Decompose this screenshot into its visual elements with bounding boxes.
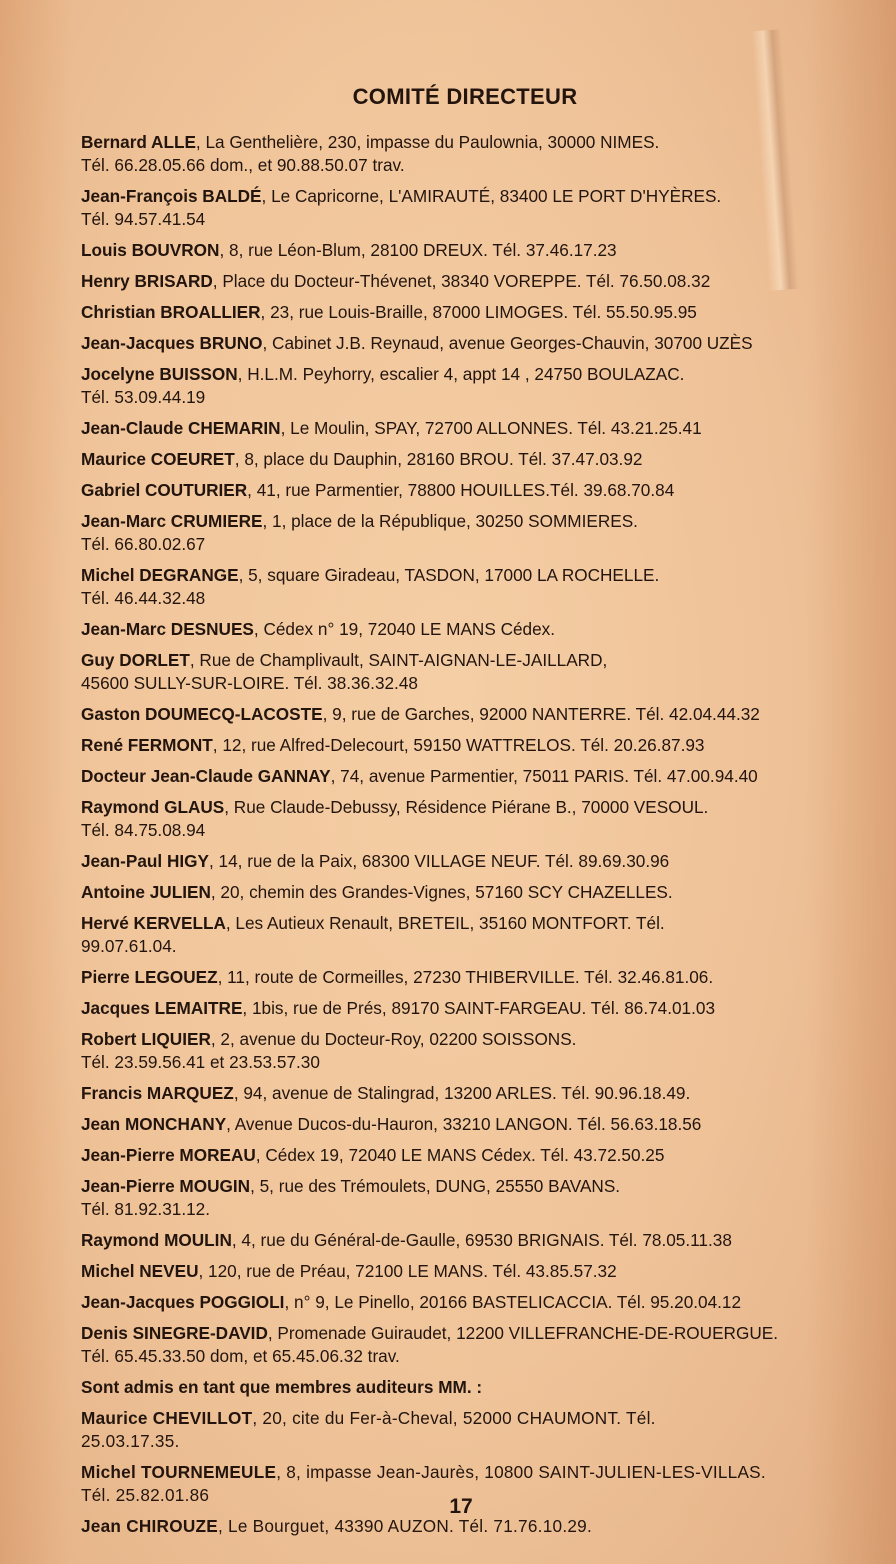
member-address: , Le Moulin, SPAY, 72700 ALLONNES. Tél. 43.21.25.41: [280, 418, 702, 438]
entry-line: [81, 703, 861, 726]
member-name: Louis BOUVRON: [81, 240, 220, 260]
member-entry: [81, 796, 861, 842]
entry-line: [81, 564, 861, 587]
entry-line: [81, 796, 861, 819]
member-name: Pierre LEGOUEZ: [81, 967, 218, 987]
member-address: , 8, rue Léon-Blum, 28100 DREUX. Tél. 37.46.17.23: [219, 240, 617, 260]
member-address: , Les Autieux Renault, BRETEIL, 35160 MONTFORT. Tél.: [225, 913, 665, 933]
member-entry: [81, 239, 861, 262]
member-phone: 99.07.61.04.: [81, 936, 177, 956]
entry-line: [81, 850, 861, 873]
member-name: Jacques LEMAITRE: [81, 998, 243, 1018]
member-address: , 41, rue Parmentier, 78800 HOUILLES.Tél. 39.68.70.84: [247, 480, 675, 500]
member-entry: [81, 417, 861, 440]
member-address: , 94, avenue de Stalingrad, 13200 ARLES. Tél. 90.96.18.49.: [233, 1083, 691, 1103]
member-name: Antoine JULIEN: [81, 882, 211, 902]
entry-line: [81, 301, 861, 324]
entry-line: [81, 1407, 861, 1430]
member-name: Jean-François BALDÉ: [81, 186, 262, 206]
member-entry: [81, 448, 861, 471]
member-entry: [81, 1407, 861, 1453]
member-address: , 20, cite du Fer-à-Cheval, 52000 CHAUMONT. Tél.: [252, 1408, 656, 1428]
member-entry: [81, 1229, 861, 1252]
entry-line: [81, 618, 861, 641]
member-name: Raymond MOULIN: [81, 1230, 232, 1250]
member-entry: [81, 997, 861, 1020]
entry-line: [81, 479, 861, 502]
member-address: , 120, rue de Préau, 72100 LE MANS. Tél. 43.85.57.32: [198, 1261, 617, 1281]
member-address: , 11, route de Cormeilles, 27230 THIBERVILLE. Tél. 32.46.81.06.: [217, 967, 714, 987]
member-address: , 74, avenue Parmentier, 75011 PARIS. Tél. 47.00.94.40: [330, 766, 758, 786]
entry-line: [81, 1175, 861, 1198]
member-name: Bernard ALLE: [81, 132, 196, 152]
entry-line: [81, 270, 861, 293]
member-name: Robert LIQUIER: [81, 1029, 211, 1049]
member-name: Jean-Claude CHEMARIN: [81, 418, 281, 438]
member-address: , 14, rue de la Paix, 68300 VILLAGE NEUF. Tél. 89.69.30.96: [209, 851, 670, 871]
member-name: Jean-Marc CRUMIERE: [81, 511, 263, 531]
member-phone: Tél. 84.75.08.94: [81, 820, 206, 840]
entry-line: [81, 1461, 861, 1484]
entry-line: [81, 881, 861, 904]
entry-line: [81, 239, 861, 262]
entry-line: [81, 131, 861, 154]
member-name: Jean-Marc DESNUES: [81, 619, 254, 639]
member-address: , Rue Claude-Debussy, Résidence Piérane B., 70000 VESOUL.: [224, 797, 709, 817]
member-address: , La Genthelière, 230, impasse du Paulownia, 30000 NIMES.: [195, 132, 660, 152]
member-address: , Promenade Guiraudet, 12200 VILLEFRANCHE-DE-ROUERGUE.: [267, 1323, 778, 1343]
member-phone: Tél. 53.09.44.19: [81, 387, 206, 407]
member-entry: [81, 1028, 861, 1074]
entry-line: [81, 1028, 861, 1051]
member-entry: [81, 881, 861, 904]
member-entry: [81, 618, 861, 641]
member-name: Raymond GLAUS: [81, 797, 225, 817]
member-name: Michel NEVEU: [81, 1261, 199, 1281]
member-entry: [81, 1082, 861, 1105]
member-name: Jean CHIROUZE: [81, 1516, 218, 1536]
member-address: , 1bis, rue de Prés, 89170 SAINT-FARGEAU. Tél. 86.74.01.03: [242, 998, 716, 1018]
member-address: , Le Capricorne, L'AMIRAUTÉ, 83400 LE PORT D'HYÈRES.: [261, 186, 722, 206]
member-entry: [81, 912, 861, 958]
member-name: Jean-Pierre MOREAU: [81, 1145, 256, 1165]
member-entry: [81, 1175, 861, 1221]
member-address: , Cabinet J.B. Reynaud, avenue Georges-Chauvin, 30700 UZÈS: [262, 333, 753, 353]
member-entry: [81, 131, 861, 177]
member-phone: Tél. 94.57.41.54: [81, 209, 206, 229]
member-entry: [81, 649, 861, 695]
member-address: , 9, rue de Garches, 92000 NANTERRE. Tél. 42.04.44.32: [322, 704, 760, 724]
member-entry: [81, 1322, 861, 1368]
member-address: , 2, avenue du Docteur-Roy, 02200 SOISSONS.: [210, 1029, 577, 1049]
member-phone: Tél. 66.28.05.66 dom., et 90.88.50.07 trav.: [81, 155, 405, 175]
member-name: Christian BROALLIER: [81, 302, 261, 322]
entry-line: [81, 1082, 861, 1105]
member-entry: [81, 270, 861, 293]
member-address: , Cédex n° 19, 72040 LE MANS Cédex.: [253, 619, 556, 639]
member-address: , H.L.M. Peyhorry, escalier 4, appt 14 , 24750 BOULAZAC.: [237, 364, 685, 384]
entry-line: [81, 765, 861, 788]
member-phone: Tél. 65.45.33.50 dom, et 65.45.06.32 trav.: [81, 1346, 400, 1366]
member-address: , Le Bourguet, 43390 AUZON. Tél. 71.76.10.29.: [217, 1516, 592, 1536]
member-entry: [81, 510, 861, 556]
member-entry: [81, 1113, 861, 1136]
member-address: , 12, rue Alfred-Delecourt, 59150 WATTRELOS. Tél. 20.26.87.93: [212, 735, 705, 755]
member-entry: [81, 1260, 861, 1283]
member-phone: Tél. 25.82.01.86: [81, 1485, 210, 1505]
member-entry: [81, 479, 861, 502]
member-address: , Avenue Ducos-du-Hauron, 33210 LANGON. Tél. 56.63.18.56: [226, 1114, 702, 1134]
page-title: COMITÉ DIRECTEUR: [352, 84, 578, 109]
member-name: Jocelyne BUISSON: [81, 364, 238, 384]
member-address: , Place du Docteur-Thévenet, 38340 VOREPPE. Tél. 76.50.08.32: [212, 271, 711, 291]
member-name: Jean-Jacques BRUNO: [81, 333, 263, 353]
member-phone: Tél. 66.80.02.67: [81, 534, 206, 554]
member-address: , Rue de Champlivault, SAINT-AIGNAN-LE-JAILLARD,: [189, 650, 608, 670]
member-entry: [81, 564, 861, 610]
member-name: Hervé KERVELLA: [81, 913, 226, 933]
member-phone: 25.03.17.35.: [81, 1431, 180, 1451]
member-phone: Tél. 81.92.31.12.: [81, 1199, 210, 1219]
member-entry: [81, 332, 861, 355]
member-entry: [81, 1144, 861, 1167]
member-address: , 8, place du Dauphin, 28160 BROU. Tél. 37.47.03.92: [234, 449, 643, 469]
member-address: , 1, place de la République, 30250 SOMMIERES.: [262, 511, 638, 531]
member-name: Jean-Jacques POGGIOLI: [81, 1292, 285, 1312]
member-name: Guy DORLET: [81, 650, 190, 670]
member-entry: [81, 850, 861, 873]
member-name: Gabriel COUTURIER: [81, 480, 248, 500]
member-entry: [81, 765, 861, 788]
member-phone: Tél. 23.59.56.41 et 23.53.57.30: [81, 1052, 320, 1072]
entry-line: [81, 966, 861, 989]
entry-line: [81, 363, 861, 386]
member-address: , Cédex 19, 72040 LE MANS Cédex. Tél. 43.72.50.25: [255, 1145, 665, 1165]
member-name: Francis MARQUEZ: [81, 1083, 234, 1103]
member-address: , 5, rue des Trémoulets, DUNG, 25550 BAVANS.: [250, 1176, 621, 1196]
page-number: 17: [449, 1495, 473, 1518]
member-name: Jean-Paul HIGY: [81, 851, 209, 871]
member-entry: [81, 734, 861, 757]
entry-line: [81, 1322, 861, 1345]
entry-line: [81, 912, 861, 935]
member-name: Docteur Jean-Claude GANNAY: [81, 766, 331, 786]
member-entry: [81, 1291, 861, 1314]
member-entry: [81, 185, 861, 231]
entry-line: [81, 649, 861, 672]
member-address: , n° 9, Le Pinello, 20166 BASTELICACCIA. Tél. 95.20.04.12: [284, 1292, 742, 1312]
member-name: Michel TOURNEMEULE: [81, 1462, 277, 1482]
entry-line: [81, 448, 861, 471]
member-name: Jean MONCHANY: [81, 1114, 227, 1134]
member-address: , 20, chemin des Grandes-Vignes, 57160 SCY CHAZELLES.: [210, 882, 673, 902]
member-entry: [81, 703, 861, 726]
entry-line: [81, 510, 861, 533]
entry-line: [81, 1260, 861, 1283]
entry-line: [81, 185, 861, 208]
member-list: [81, 131, 861, 1546]
member-phone: 45600 SULLY-SUR-LOIRE. Tél. 38.36.32.48: [81, 673, 418, 693]
member-address: , 5, square Giradeau, TASDON, 17000 LA ROCHELLE.: [238, 565, 660, 585]
member-name: Gaston DOUMECQ-LACOSTE: [81, 704, 323, 724]
member-phone: Tél. 46.44.32.48: [81, 588, 206, 608]
entry-line: [81, 997, 861, 1020]
entry-line: [81, 1113, 861, 1136]
entry-line: [81, 332, 861, 355]
member-name: Michel DEGRANGE: [81, 565, 239, 585]
member-address: , 8, impasse Jean-Jaurès, 10800 SAINT-JULIEN-LES-VILLAS.: [276, 1462, 766, 1482]
entry-line: [81, 1144, 861, 1167]
entry-line: [81, 1291, 861, 1314]
member-name: Denis SINEGRE-DAVID: [81, 1323, 268, 1343]
member-name: René FERMONT: [81, 735, 213, 755]
member-name: Jean-Pierre MOUGIN: [81, 1176, 251, 1196]
member-address: , 23, rue Louis-Braille, 87000 LIMOGES. Tél. 55.50.95.95: [260, 302, 697, 322]
entry-line: [81, 417, 861, 440]
member-name: Maurice COEURET: [81, 449, 235, 469]
member-entry: [81, 363, 861, 409]
member-name: Maurice CHEVILLOT: [81, 1408, 253, 1428]
entry-line: [81, 1229, 861, 1252]
auditors-heading: Sont admis en tant que membres auditeurs MM. :: [81, 1377, 483, 1397]
member-name: Henry BRISARD: [81, 271, 213, 291]
member-entry: [81, 966, 861, 989]
member-address: , 4, rue du Général-de-Gaulle, 69530 BRIGNAIS. Tél. 78.05.11.38: [231, 1230, 732, 1250]
entry-line: [81, 734, 861, 757]
member-entry: [81, 301, 861, 324]
